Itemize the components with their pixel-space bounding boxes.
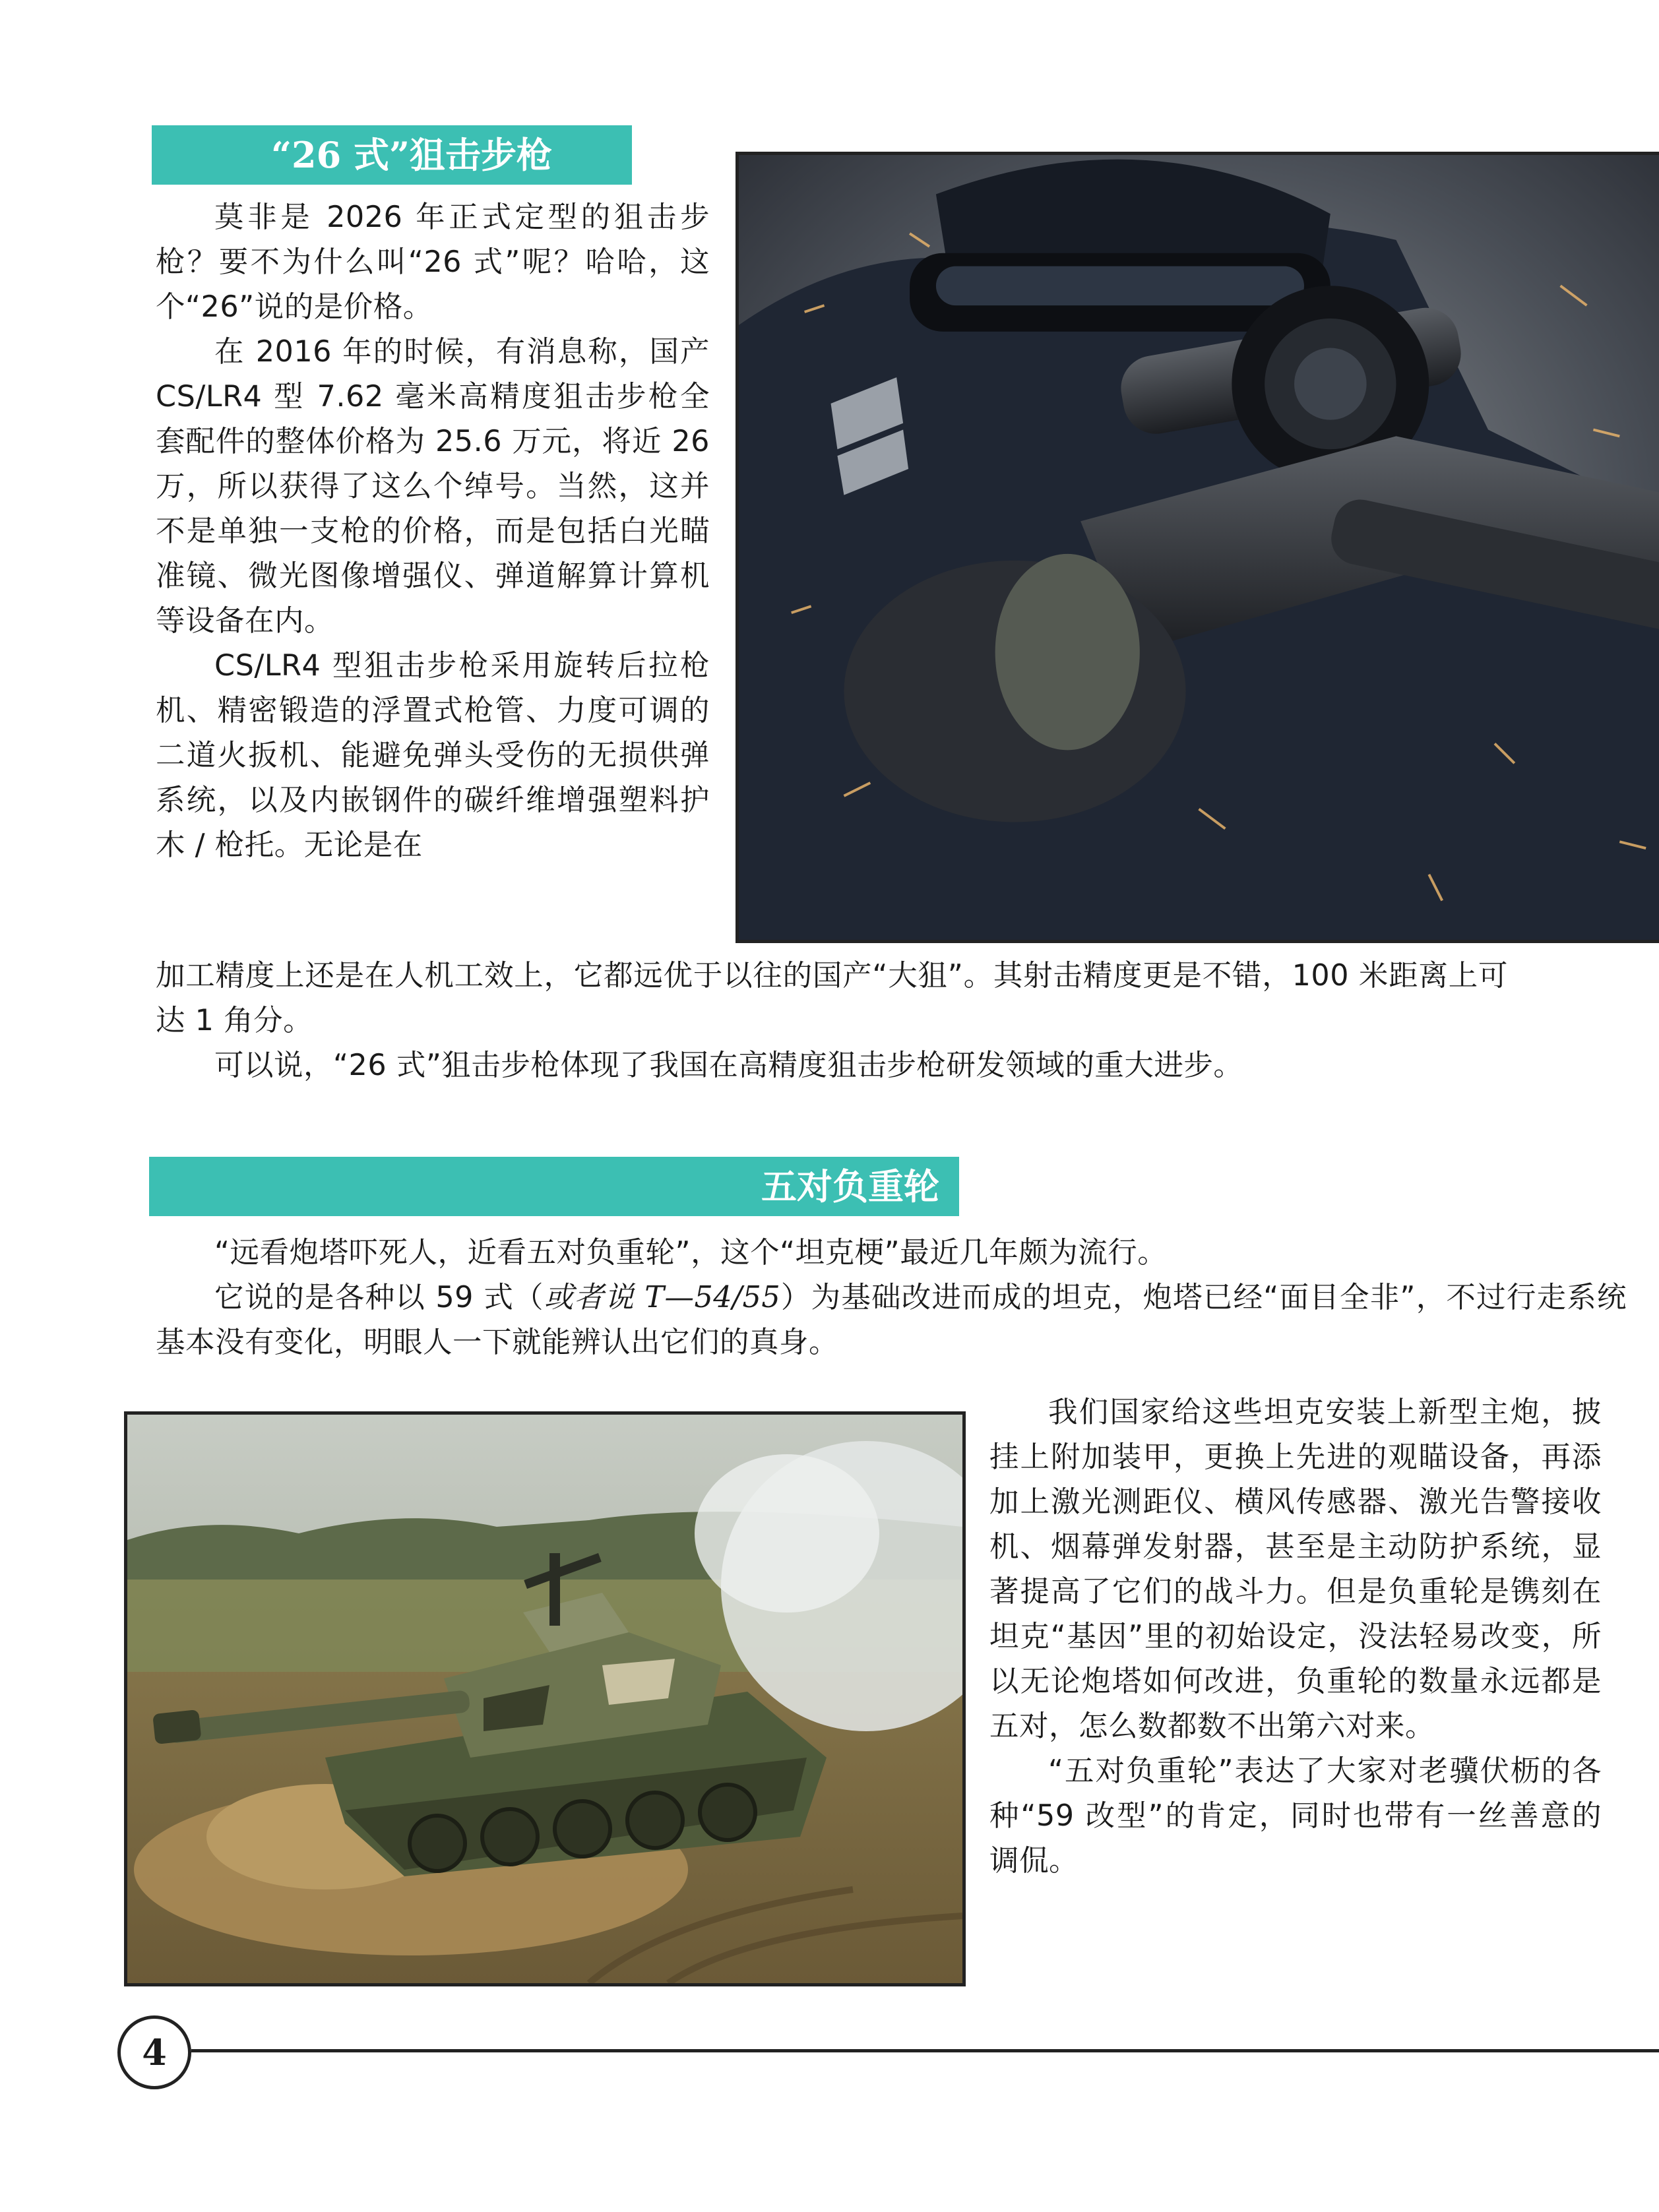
sniper-photo [736,152,1659,943]
paragraph: 加工精度上还是在人机工效上，它都远优于以往的国产“大狙”。其射击精度更是不错，100 米距离上可达 1 角分。 [156,959,1508,1037]
section-title-sniper-rifle: “26 式”狙击步枪 [152,125,632,185]
tank-illustration [127,1415,962,1983]
paragraph: CS/LR4 型狙击步枪采用旋转后拉枪机、精密锻造的浮置式枪管、力度可调的二道火扳机、能避免弹头受伤的无损供弹系统，以及内嵌钢件的碳纤维增强塑料护木 / 枪托。无论是在 [156,649,710,862]
sniper-illustration [739,155,1659,940]
footer-rule [191,2049,1659,2052]
section1-full-text [156,954,1508,1088]
paragraph: “远看炮塔吓死人，近看五对负重轮”，这个“坦克梗”最近几年颇为流行。 [214,1236,1168,1270]
tank-photo [124,1411,966,1986]
paragraph: 在 2016 年的时候，有消息称，国产 CS/LR4 型 7.62 毫米高精度狙击步枪全套配件的整体价格为 25.6 万元，将近 26 万，所以获得了这么个绰号。当然，这并不是单独一支枪的价格，而是包括白光瞄准镜、微光图像增强仪、弹道解算计算机等设备在内。 [156,335,710,638]
page-number: 4 [117,2015,191,2089]
text-segment: 它说的是各种以 59 式（ [214,1281,544,1314]
paragraph: 我们国家给这些坦克安装上新型主炮，披挂上附加装甲，更换上先进的观瞄设备，再添加上激光测距仪、横风传感器、激光告警接收机、烟幕弹发射器，甚至是主动防护系统，显著提高了它们的战斗力。但是负重轮是镌刻在坦克“基因”里的初始设定，没法轻易改变，所以无论炮塔如何改进，负重轮的数量永远都是五对，怎么数都数不出第六对来。 [989,1396,1602,1743]
paragraph: 可以说，“26 式”狙击步枪体现了我国在高精度狙击步枪研发领域的重大进步。 [214,1049,1243,1082]
paragraph [156,1275,1627,1365]
text-segment: ）为基础改进而成的坦克，炮塔已经“面目全非”，不过行走系统基本没有变化，明眼人一下就能辨认出它们的真身。 [156,1281,1627,1359]
paragraph: 莫非是 2026 年正式定型的狙击步枪？要不为什么叫“26 式”呢？哈哈，这个“26”说的是价格。 [156,200,710,324]
section-title-road-wheels: 五对负重轮 [149,1157,959,1216]
section2-intro-text [156,1231,1627,1365]
paragraph: “五对负重轮”表达了大家对老骥伏枥的各种“59 改型”的肯定，同时也带有一丝善意的调侃。 [989,1754,1602,1878]
model-note: 或者说 T—54/55 [544,1281,781,1314]
section2-side-text [989,1390,1602,1884]
section1-wrapped-text [156,195,710,868]
